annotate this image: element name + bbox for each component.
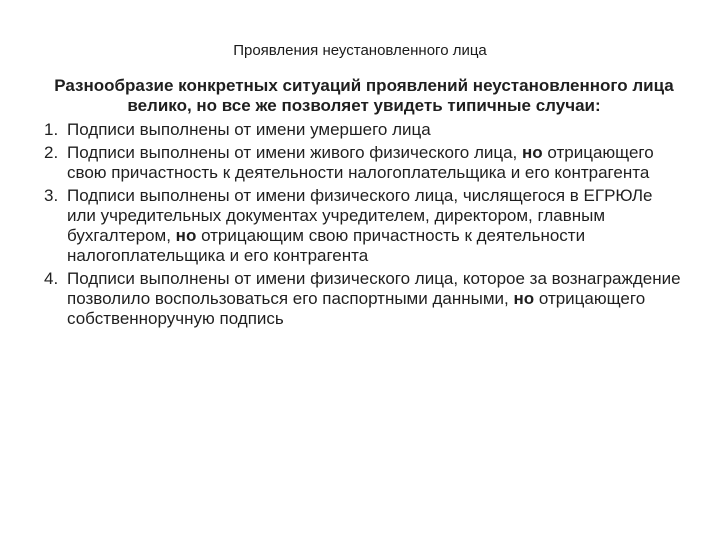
case-text-rest: отрицающим свою причастность к деятельности налогоплательщика и его контрагента	[67, 226, 586, 265]
case-text-main: Подписи выполнены от имени умершего лица	[67, 120, 431, 139]
case-text-rest: отрицающего собственноручную подпись	[67, 289, 646, 328]
slide-title: Проявления неустановленного лица	[233, 42, 487, 59]
slide-content	[44, 76, 684, 332]
case-text	[67, 186, 684, 266]
case-number: 4.	[44, 269, 59, 288]
case-text-rest: отрицающего свою причастность к деятельности налогоплательщика и его контрагента	[67, 143, 654, 182]
case-item-4	[44, 269, 684, 329]
case-item-3	[44, 186, 684, 266]
case-number: 3.	[44, 186, 59, 205]
case-text	[67, 120, 684, 140]
emphasis-keyword: но	[513, 289, 535, 308]
emphasis-keyword: но	[175, 226, 197, 245]
case-number: 1.	[44, 120, 59, 139]
case-text	[67, 269, 684, 329]
case-item-2	[44, 143, 684, 183]
case-text	[67, 143, 684, 183]
case-text-main: Подписи выполнены от имени физического лица, числящегося в ЕГРЮЛе или учредительных документах учредителем, директором, главным бухгалтером,	[67, 186, 653, 245]
typical-cases-list	[44, 120, 684, 329]
case-item-1	[44, 120, 684, 140]
case-text-main: Подписи выполнены от имени физического лица, которое за вознаграждение позволило воспользоваться его паспортными данными,	[67, 269, 681, 308]
emphasis-keyword: но	[522, 143, 543, 162]
intro-paragraph: Разнообразие конкретных ситуаций проявлений неустановленного лица велико, но все же позволяет увидеть типичные случаи:	[54, 76, 674, 115]
case-text-main: Подписи выполнены от имени живого физического лица,	[67, 143, 518, 162]
case-number: 2.	[44, 143, 59, 162]
